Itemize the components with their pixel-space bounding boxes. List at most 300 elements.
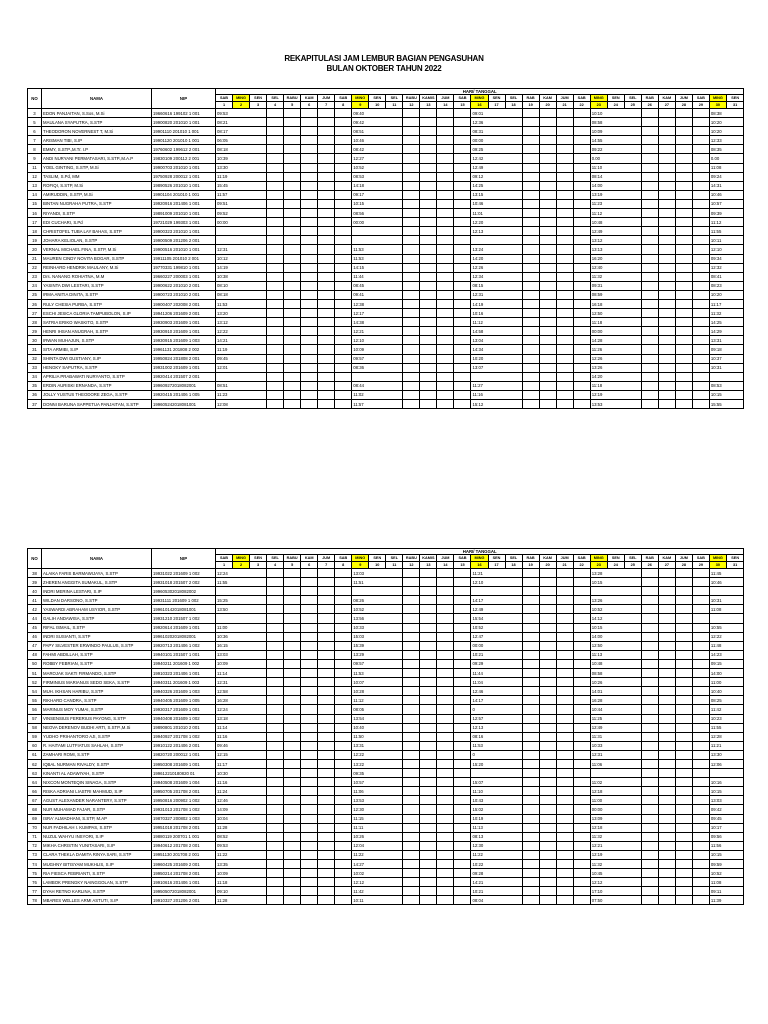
- table-row: [28, 896, 744, 905]
- empty-day-cell: [692, 236, 709, 245]
- overtime-value-day-16: 00:00: [471, 136, 522, 145]
- empty-day-cell: [573, 272, 590, 281]
- empty-day-cell: [641, 714, 658, 723]
- empty-day-cell: [454, 263, 471, 272]
- overtime-value-day-16: 14:58: [471, 327, 522, 336]
- empty-day-cell: [284, 569, 301, 578]
- overtime-value-day-1: 16:15: [216, 641, 267, 650]
- overtime-value-day-23: 12:19: [590, 390, 641, 399]
- row-number: 30: [28, 336, 42, 345]
- empty-day-cell: [318, 587, 335, 596]
- table-row: [28, 336, 744, 345]
- report-subtitle: BULAN OKTOBER TAHUN 2022: [326, 64, 442, 73]
- empty-day-cell: [437, 587, 454, 596]
- day-name-cell: SEN: [607, 95, 624, 102]
- empty-day-cell: [454, 181, 471, 190]
- overtime-value-day-23: 11:32: [590, 860, 641, 869]
- row-number: 63: [28, 769, 42, 778]
- empty-day-cell: [318, 878, 335, 887]
- employee-name: ARISMAN TIBI, S.IP: [42, 136, 152, 145]
- empty-day-cell: [437, 172, 454, 181]
- empty-day-cell: [658, 245, 675, 254]
- empty-day-cell: [522, 109, 539, 118]
- empty-day-cell: [658, 787, 675, 796]
- empty-day-cell: [454, 696, 471, 705]
- empty-day-cell: [641, 569, 658, 578]
- empty-day-cell: [556, 299, 573, 308]
- table-row: [28, 860, 744, 869]
- overtime-value-day-1: 11:22: [216, 850, 267, 859]
- empty-day-cell: [301, 363, 318, 372]
- empty-day-cell: [675, 400, 692, 409]
- empty-day-cell: [335, 354, 352, 363]
- empty-day-cell: [420, 372, 437, 381]
- employee-name: R. HAITAMI LUTFIATUS SAHLAH, S.STP: [42, 741, 152, 750]
- employee-nip: 19940405 201609 1 005: [152, 696, 216, 705]
- empty-day-cell: [573, 841, 590, 850]
- overtime-value-day-9: 14:15: [352, 263, 403, 272]
- empty-day-cell: [335, 787, 352, 796]
- overtime-value-day-1: 11:23: [216, 390, 267, 399]
- empty-day-cell: [403, 723, 420, 732]
- overtime-value-day-23: 14:01: [590, 687, 641, 696]
- empty-day-cell: [556, 796, 573, 805]
- overtime-value-day-9: 13:54: [352, 714, 403, 723]
- empty-day-cell: [675, 309, 692, 318]
- overtime-value-day-30: 12:22: [709, 632, 744, 641]
- empty-day-cell: [335, 254, 352, 263]
- empty-day-cell: [284, 318, 301, 327]
- overtime-value-day-30: 12:10: [709, 245, 744, 254]
- table-row: [28, 209, 744, 218]
- empty-day-cell: [675, 336, 692, 345]
- overtime-value-day-16: 08:13: [471, 832, 522, 841]
- empty-day-cell: [301, 732, 318, 741]
- overtime-value-day-1: 12:31: [216, 245, 267, 254]
- empty-day-cell: [573, 696, 590, 705]
- empty-day-cell: [420, 823, 437, 832]
- empty-day-cell: [318, 263, 335, 272]
- employee-nip: 19870327 200802 1 003: [152, 814, 216, 823]
- overtime-value-day-23: 12:26: [590, 354, 641, 363]
- overtime-value-day-16: 14:17: [471, 696, 522, 705]
- empty-day-cell: [335, 318, 352, 327]
- empty-day-cell: [522, 190, 539, 199]
- empty-day-cell: [641, 218, 658, 227]
- empty-day-cell: [301, 254, 318, 263]
- overtime-value-day-1: 10:36: [216, 632, 267, 641]
- empty-day-cell: [454, 759, 471, 768]
- empty-day-cell: [658, 181, 675, 190]
- overtime-value-day-23: 10:52: [590, 605, 641, 614]
- overtime-value-day-23: [590, 587, 641, 596]
- overtime-value-day-1: 09:51: [216, 199, 267, 208]
- overtime-value-day-30: 09:24: [709, 172, 744, 181]
- empty-day-cell: [437, 109, 454, 118]
- overtime-value-day-30: 08:25: [709, 696, 744, 705]
- empty-day-cell: [267, 805, 284, 814]
- empty-day-cell: [454, 327, 471, 336]
- row-number: 16: [28, 209, 42, 218]
- empty-day-cell: [675, 705, 692, 714]
- empty-day-cell: [301, 327, 318, 336]
- employee-nip: 19940326 201609 1 003: [152, 687, 216, 696]
- empty-day-cell: [692, 199, 709, 208]
- empty-day-cell: [301, 850, 318, 859]
- empty-day-cell: [522, 163, 539, 172]
- empty-day-cell: [335, 778, 352, 787]
- overtime-value-day-16: 11:44: [471, 669, 522, 678]
- overtime-value-day-23: 12:50: [590, 309, 641, 318]
- overtime-value-day-30: 10:46: [709, 578, 744, 587]
- empty-day-cell: [675, 887, 692, 896]
- empty-day-cell: [539, 218, 556, 227]
- employee-nip: 19920713 201406 1 002: [152, 641, 216, 650]
- table-row: [28, 887, 744, 896]
- empty-day-cell: [522, 587, 539, 596]
- empty-day-cell: [692, 290, 709, 299]
- empty-day-cell: [454, 290, 471, 299]
- empty-day-cell: [284, 814, 301, 823]
- employee-name: RIYANDI, S.STP: [42, 209, 152, 218]
- empty-day-cell: [539, 236, 556, 245]
- overtime-value-day-1: 13:20: [216, 309, 267, 318]
- empty-day-cell: [454, 109, 471, 118]
- empty-day-cell: [318, 199, 335, 208]
- empty-day-cell: [420, 887, 437, 896]
- empty-day-cell: [301, 769, 318, 778]
- empty-day-cell: [267, 163, 284, 172]
- empty-day-cell: [641, 669, 658, 678]
- empty-day-cell: [267, 372, 284, 381]
- employee-nip: 19931013 201708 1 002: [152, 805, 216, 814]
- empty-day-cell: [284, 587, 301, 596]
- empty-day-cell: [301, 290, 318, 299]
- empty-day-cell: [692, 732, 709, 741]
- empty-day-cell: [437, 769, 454, 778]
- empty-day-cell: [420, 687, 437, 696]
- date-cell: 22: [573, 562, 590, 569]
- empty-day-cell: [675, 650, 692, 659]
- empty-day-cell: [573, 769, 590, 778]
- row-number: 29: [28, 327, 42, 336]
- empty-day-cell: [539, 578, 556, 587]
- overtime-value-day-1: 12:58: [216, 687, 267, 696]
- empty-day-cell: [658, 778, 675, 787]
- day-name-cell: JUM: [318, 95, 335, 102]
- empty-day-cell: [454, 569, 471, 578]
- empty-day-cell: [301, 218, 318, 227]
- empty-day-cell: [556, 172, 573, 181]
- empty-day-cell: [335, 290, 352, 299]
- row-number: 6: [28, 127, 42, 136]
- empty-day-cell: [301, 878, 318, 887]
- row-number: 61: [28, 750, 42, 759]
- empty-day-cell: [675, 696, 692, 705]
- empty-day-cell: [284, 136, 301, 145]
- employee-nip: 19910616 201406 1 001: [152, 878, 216, 887]
- empty-day-cell: [335, 281, 352, 290]
- empty-day-cell: [454, 245, 471, 254]
- empty-day-cell: [318, 381, 335, 390]
- empty-day-cell: [284, 641, 301, 650]
- empty-day-cell: [641, 723, 658, 732]
- overtime-value-day-16: 14:17: [471, 596, 522, 605]
- empty-day-cell: [284, 227, 301, 236]
- overtime-value-day-1: 11:28: [216, 823, 267, 832]
- empty-day-cell: [284, 372, 301, 381]
- date-cell: 15: [454, 562, 471, 569]
- overtime-value-day-23: 11:06: [590, 759, 641, 768]
- overtime-value-day-23: 12:31: [590, 750, 641, 759]
- empty-day-cell: [692, 860, 709, 869]
- empty-day-cell: [573, 732, 590, 741]
- empty-day-cell: [454, 254, 471, 263]
- empty-day-cell: [437, 714, 454, 723]
- empty-day-cell: [284, 381, 301, 390]
- overtime-value-day-16: 14:20: [471, 254, 522, 263]
- employee-name: RIFAL ISMAIL, S.STP: [42, 623, 152, 632]
- day-name-cell: SAB: [692, 555, 709, 562]
- empty-day-cell: [522, 236, 539, 245]
- empty-day-cell: [573, 199, 590, 208]
- empty-day-cell: [301, 372, 318, 381]
- empty-day-cell: [675, 154, 692, 163]
- empty-day-cell: [641, 659, 658, 668]
- empty-day-cell: [454, 354, 471, 363]
- table-row: [28, 632, 744, 641]
- employee-name: HENGKY SAPUTRA, S.STP: [42, 363, 152, 372]
- empty-day-cell: [641, 805, 658, 814]
- empty-day-cell: [641, 732, 658, 741]
- row-number: 50: [28, 659, 42, 668]
- empty-day-cell: [284, 172, 301, 181]
- overtime-value-day-16: 11:01: [471, 209, 522, 218]
- overtime-value-day-30: 13:03: [709, 796, 744, 805]
- empty-day-cell: [420, 632, 437, 641]
- overtime-value-day-1: 12:01: [216, 363, 267, 372]
- empty-day-cell: [267, 227, 284, 236]
- empty-day-cell: [403, 318, 420, 327]
- empty-day-cell: [539, 309, 556, 318]
- empty-day-cell: [692, 181, 709, 190]
- table-row: [28, 814, 744, 823]
- empty-day-cell: [522, 787, 539, 796]
- overtime-value-day-1: 06:05: [216, 136, 267, 145]
- empty-day-cell: [675, 190, 692, 199]
- empty-day-cell: [641, 254, 658, 263]
- empty-day-cell: [335, 327, 352, 336]
- overtime-value-day-23: 08:58: [590, 118, 641, 127]
- overtime-value-day-9: 10:11: [352, 896, 403, 905]
- empty-day-cell: [641, 823, 658, 832]
- table-row: [28, 805, 744, 814]
- empty-day-cell: [573, 887, 590, 896]
- empty-day-cell: [335, 190, 352, 199]
- empty-day-cell: [454, 732, 471, 741]
- table-row: [28, 878, 744, 887]
- empty-day-cell: [335, 796, 352, 805]
- empty-day-cell: [522, 896, 539, 905]
- empty-day-cell: [301, 860, 318, 869]
- empty-day-cell: [539, 614, 556, 623]
- empty-day-cell: [573, 218, 590, 227]
- empty-day-cell: [301, 309, 318, 318]
- overtime-value-day-30: 10:16: [709, 778, 744, 787]
- empty-day-cell: [522, 832, 539, 841]
- empty-day-cell: [675, 181, 692, 190]
- empty-day-cell: [556, 805, 573, 814]
- day-name-cell: KAMIS: [420, 555, 437, 562]
- overtime-value-day-9: 14:18: [352, 181, 403, 190]
- empty-day-cell: [301, 354, 318, 363]
- employee-name: RULY CHESIA PURBA, S.STP: [42, 299, 152, 308]
- date-cell: 4: [267, 562, 284, 569]
- empty-day-cell: [318, 759, 335, 768]
- empty-day-cell: [692, 190, 709, 199]
- empty-day-cell: [522, 245, 539, 254]
- empty-day-cell: [641, 136, 658, 145]
- empty-day-cell: [692, 172, 709, 181]
- overtime-value-day-9: 10:15: [352, 199, 403, 208]
- overtime-value-day-23: 11:00: [590, 796, 641, 805]
- empty-day-cell: [658, 869, 675, 878]
- empty-day-cell: [692, 659, 709, 668]
- empty-day-cell: [284, 687, 301, 696]
- empty-day-cell: [335, 705, 352, 714]
- empty-day-cell: [692, 750, 709, 759]
- employee-nip: 19940612 201708 2 001: [152, 841, 216, 850]
- empty-day-cell: [267, 759, 284, 768]
- overtime-value-day-16: 10:22: [471, 860, 522, 869]
- empty-day-cell: [335, 750, 352, 759]
- empty-day-cell: [335, 650, 352, 659]
- empty-day-cell: [692, 163, 709, 172]
- empty-day-cell: [692, 381, 709, 390]
- employee-nip: 19900703 201010 1 001: [152, 163, 216, 172]
- empty-day-cell: [641, 109, 658, 118]
- empty-day-cell: [454, 136, 471, 145]
- empty-day-cell: [641, 381, 658, 390]
- overtime-value-day-1: 09:45: [216, 354, 267, 363]
- employee-name: MUGHNY BITISYAM MUKHLIS, S.IP: [42, 860, 152, 869]
- empty-day-cell: [403, 659, 420, 668]
- overtime-value-day-16: 10:16: [471, 309, 522, 318]
- row-number: 39: [28, 578, 42, 587]
- row-number: 20: [28, 245, 42, 254]
- overtime-value-day-16: 13:04: [471, 336, 522, 345]
- empty-day-cell: [301, 723, 318, 732]
- empty-day-cell: [318, 841, 335, 850]
- empty-day-cell: [641, 759, 658, 768]
- employee-name: ANDI NURYANI PERMATASARI, S.STP.,M.A.P: [42, 154, 152, 163]
- empty-day-cell: [692, 596, 709, 605]
- empty-day-cell: [675, 569, 692, 578]
- table-row: [28, 659, 744, 668]
- day-name-cell: MING: [471, 95, 488, 102]
- overtime-value-day-9: 00:00: [352, 218, 403, 227]
- empty-day-cell: [318, 127, 335, 136]
- overtime-value-day-9: 09:42: [352, 118, 403, 127]
- empty-day-cell: [437, 696, 454, 705]
- empty-day-cell: [573, 878, 590, 887]
- empty-day-cell: [522, 569, 539, 578]
- empty-day-cell: [573, 860, 590, 869]
- empty-day-cell: [522, 814, 539, 823]
- empty-day-cell: [454, 805, 471, 814]
- empty-day-cell: [403, 299, 420, 308]
- empty-day-cell: [335, 823, 352, 832]
- overtime-value-day-16: 14:25: [471, 181, 522, 190]
- empty-day-cell: [556, 669, 573, 678]
- empty-day-cell: [658, 769, 675, 778]
- empty-day-cell: [556, 659, 573, 668]
- empty-day-cell: [658, 145, 675, 154]
- employee-nip: 19890801 201010 2 001: [152, 723, 216, 732]
- employee-nip: 19900622 201010 2 001: [152, 281, 216, 290]
- empty-day-cell: [692, 263, 709, 272]
- empty-day-cell: [318, 118, 335, 127]
- employee-nip: 19760602 199612 2 001: [152, 145, 216, 154]
- table-row: [28, 578, 744, 587]
- empty-day-cell: [539, 750, 556, 759]
- overtime-value-day-30: 09:34: [709, 254, 744, 263]
- row-number: 56: [28, 705, 42, 714]
- empty-day-cell: [641, 850, 658, 859]
- overtime-value-day-9: 10:46: [352, 136, 403, 145]
- overtime-value-day-1: 11:57: [216, 190, 267, 199]
- day-name-cell: JUM: [556, 555, 573, 562]
- empty-day-cell: [437, 318, 454, 327]
- empty-day-cell: [522, 850, 539, 859]
- empty-day-cell: [675, 778, 692, 787]
- empty-day-cell: [658, 281, 675, 290]
- empty-day-cell: [539, 118, 556, 127]
- empty-day-cell: [573, 263, 590, 272]
- table-row: [28, 569, 744, 578]
- empty-day-cell: [335, 145, 352, 154]
- overtime-value-day-23: 16:18: [590, 299, 641, 308]
- row-number: 9: [28, 154, 42, 163]
- empty-day-cell: [556, 354, 573, 363]
- empty-day-cell: [556, 345, 573, 354]
- empty-day-cell: [539, 245, 556, 254]
- employee-name: MBARES WELLES ARMI ASTUTI, S.IP: [42, 896, 152, 905]
- empty-day-cell: [335, 245, 352, 254]
- overtime-value-day-9: 10:28: [352, 687, 403, 696]
- row-number: 25: [28, 290, 42, 299]
- empty-day-cell: [420, 263, 437, 272]
- empty-day-cell: [403, 614, 420, 623]
- empty-day-cell: [267, 896, 284, 905]
- empty-day-cell: [454, 309, 471, 318]
- empty-day-cell: [301, 245, 318, 254]
- empty-day-cell: [318, 163, 335, 172]
- empty-day-cell: [437, 272, 454, 281]
- overtime-value-day-9: 12:30: [352, 805, 403, 814]
- day-name-cell: JUM: [556, 95, 573, 102]
- overtime-value-day-30: 09:15: [709, 659, 744, 668]
- empty-day-cell: [539, 227, 556, 236]
- empty-day-cell: [556, 650, 573, 659]
- empty-day-cell: [556, 199, 573, 208]
- row-number: 28: [28, 318, 42, 327]
- empty-day-cell: [420, 118, 437, 127]
- empty-day-cell: [301, 596, 318, 605]
- empty-day-cell: [539, 381, 556, 390]
- overtime-value-day-23: 11:23: [590, 199, 641, 208]
- overtime-value-day-30: 10:40: [709, 687, 744, 696]
